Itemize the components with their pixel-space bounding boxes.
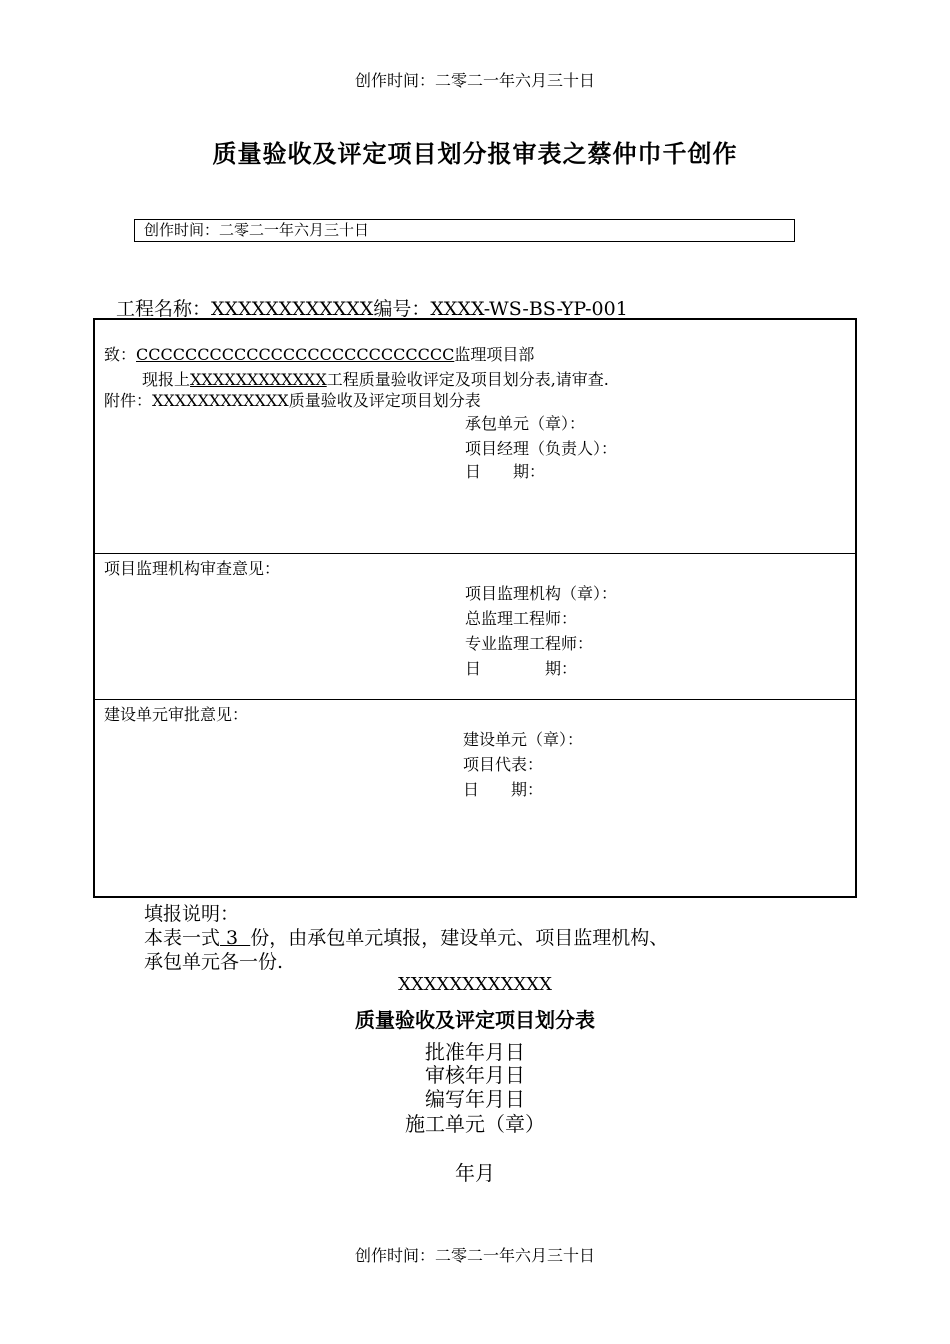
- project-number-label: 编号：: [373, 298, 431, 320]
- review-line: 审核年月日: [425, 1063, 525, 1087]
- compile-line: 编写年月日: [425, 1087, 525, 1111]
- fill-instructions-line2: 承包单元各一份.: [144, 951, 284, 973]
- owner-seal-label: 建设单元（章）：: [463, 730, 584, 749]
- fill-instructions-heading: 填报说明：: [144, 903, 240, 925]
- recipient-value: CCCCCCCCCCCCCCCCCCCCCCCCCC: [136, 345, 455, 364]
- owner-heading: 建设单元审批意见：: [104, 705, 249, 724]
- supervision-org-label: 项目监理机构（章）：: [465, 584, 618, 603]
- owner-date-label: 日 期：: [463, 780, 544, 799]
- attachment-line: 附件：XXXXXXXXXXXX质量验收及评定项目划分表: [104, 391, 481, 410]
- project-name-value: XXXXXXXXXXXX: [211, 298, 374, 320]
- supervision-review-section: [95, 553, 855, 700]
- approve-line: 批准年月日: [425, 1040, 525, 1064]
- specialist-engineer-label: 专业监理工程师：: [465, 634, 594, 653]
- approval-form-table: [93, 318, 857, 898]
- project-name-label: 工程名称：: [116, 298, 212, 320]
- project-info-line: [116, 294, 628, 321]
- project-manager-label: 项目经理（负责人）：: [465, 439, 618, 458]
- project-number-value: XXXX-WS-BS-YP-001: [430, 298, 628, 320]
- cover-project-name: XXXXXXXXXXXX: [398, 974, 552, 995]
- contractor-seal-label: 承包单元（章）：: [465, 414, 586, 433]
- submission-date-label: 日 期：: [465, 462, 546, 481]
- submission-section: [95, 320, 855, 553]
- fill-instructions: [144, 902, 668, 974]
- document-title: 质量验收及评定项目划分报审表之蔡仲巾千创作: [212, 140, 738, 168]
- cover-title: 质量验收及评定项目划分表: [355, 1008, 595, 1032]
- owner-approval-section: [95, 699, 855, 896]
- supervision-heading: 项目监理机构审查意见：: [104, 559, 281, 578]
- chief-engineer-label: 总监理工程师：: [465, 609, 578, 628]
- supervision-date-label: 日 期：: [465, 659, 578, 678]
- header-date: 创作时间：二零二一年六月三十日: [354, 71, 595, 90]
- construction-unit-line: 施工单元（章）: [405, 1112, 545, 1136]
- owner-representative-label: 项目代表：: [463, 755, 544, 774]
- fill-instructions-line1: 本表一式 3 份，由承包单元填报，建设单元、项目监理机构、: [144, 927, 669, 949]
- date-box: 创作时间：二零二一年六月三十日: [134, 219, 795, 242]
- report-project-value: XXXXXXXXXXXX: [190, 370, 327, 389]
- year-month-line: 年月: [455, 1161, 495, 1185]
- copies-count: 3: [220, 927, 251, 949]
- report-line: 现报上XXXXXXXXXXXX工程质量验收评定及项目划分表,请审查.: [142, 370, 609, 389]
- footer-date: 创作时间：二零二一年六月三十日: [354, 1246, 595, 1265]
- recipient-line: 致：CCCCCCCCCCCCCCCCCCCCCCCCCC监理项目部: [104, 345, 535, 364]
